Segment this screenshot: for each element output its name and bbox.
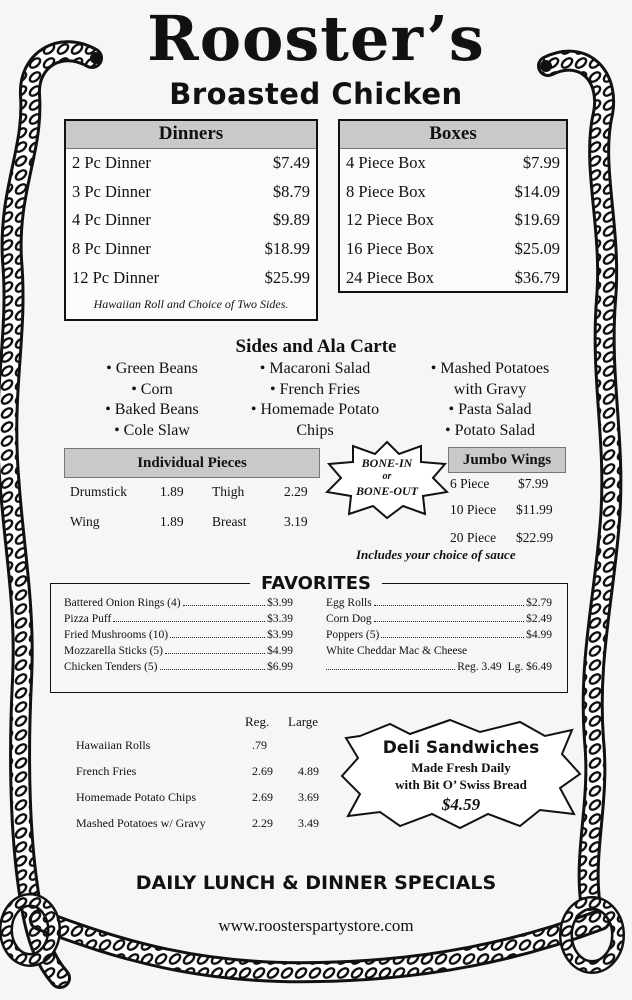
dot-leader [374, 605, 524, 606]
restaurant-subtitle: Broasted Chicken [169, 77, 463, 111]
wing-item-price: $22.99 [516, 530, 554, 545]
bone-in-text: BONE-IN [361, 456, 413, 470]
favorite-name: Poppers (5) [326, 629, 380, 641]
favorite-item [326, 645, 467, 657]
dinner-row [66, 264, 316, 293]
box-name: 8 Piece Box [346, 181, 426, 201]
side-item: • Potato Salad [444, 422, 536, 440]
deli-title: Deli Sandwiches [382, 738, 540, 758]
box-row [340, 264, 566, 293]
individual-item-price: 1.89 [160, 484, 184, 499]
favorite-price: $6.99 [267, 661, 293, 673]
side-prices-reg-header: Reg. [245, 714, 270, 729]
dot-leader [113, 621, 265, 622]
boxes-list [340, 149, 566, 293]
side-price-reg: .79 [252, 738, 267, 752]
individual-item-name: Thigh [212, 484, 245, 499]
individual-item-price: 2.29 [284, 484, 308, 499]
favorite-name: Egg Rolls [326, 597, 372, 609]
side-item: • Pasta Salad [448, 401, 532, 419]
side-price-reg: 2.29 [252, 816, 273, 830]
favorite-price: $3.99 [267, 629, 293, 641]
favorite-item [326, 597, 552, 609]
dinner-row [66, 149, 316, 178]
favorite-item [64, 613, 293, 625]
favorite-price: $2.49 [526, 613, 552, 625]
dot-leader [374, 621, 524, 622]
dinner-price: $18.99 [264, 239, 310, 259]
dot-leader [326, 669, 455, 670]
favorite-item [64, 645, 293, 657]
dinner-price: $25.99 [264, 267, 310, 287]
deli-line-1: Made Fresh Daily [411, 760, 511, 775]
side-prices-large-header: Large [288, 714, 319, 729]
dinner-row [66, 206, 316, 235]
favorite-price-reg: Reg. 3.49 [457, 661, 502, 673]
favorite-price: $2.79 [526, 597, 552, 609]
dinner-row [66, 178, 316, 207]
side-price-large: 3.49 [298, 816, 319, 830]
favorite-name: Corn Dog [326, 613, 372, 625]
side-item: • Homemade Potato [250, 401, 380, 419]
jumbo-wings-header: Jumbo Wings [448, 447, 566, 473]
box-row [340, 149, 566, 178]
dinners-note: Hawaiian Roll and Choice of Two Sides. [93, 296, 289, 311]
individual-item-price: 1.89 [160, 514, 184, 529]
side-price-name: Mashed Potatoes w/ Gravy [76, 816, 206, 830]
dinner-name: 4 Pc Dinner [72, 210, 151, 230]
side-price-name: Homemade Potato Chips [76, 790, 196, 804]
box-name: 24 Piece Box [346, 267, 434, 287]
sauce-note: Includes your choice of sauce [356, 547, 516, 562]
dinner-row [66, 235, 316, 264]
favorite-name: Battered Onion Rings (4) [64, 597, 181, 609]
side-item: • Macaroni Salad [259, 360, 371, 377]
individual-pieces-header: Individual Pieces [64, 448, 320, 478]
favorite-item [326, 613, 552, 625]
website-link[interactable]: www.roosterspartystore.com [218, 916, 414, 935]
box-price: $36.79 [514, 267, 560, 287]
side-price-large: 3.69 [298, 790, 319, 804]
favorite-name: Chicken Tenders (5) [64, 661, 158, 673]
favorite-price: $3.99 [267, 597, 293, 609]
box-price: $25.09 [514, 239, 560, 259]
sides-title: Sides and Ala Carte [235, 336, 397, 357]
favorite-name: White Cheddar Mac & Cheese [326, 645, 468, 657]
dinners-title: Dinners [66, 121, 316, 149]
side-item: with Gravy [453, 380, 527, 398]
favorite-price: $4.99 [526, 629, 552, 641]
side-item: • Baked Beans [105, 401, 199, 419]
side-item: • Cole Slaw [114, 422, 190, 440]
box-price: $19.69 [514, 210, 560, 230]
favorite-name: Pizza Puff [64, 613, 112, 625]
individual-item-name: Drumstick [70, 484, 127, 499]
sides-column-2 [232, 359, 398, 442]
favorite-item [64, 629, 293, 641]
side-price-reg: 2.69 [252, 790, 273, 804]
individual-item-name: Breast [212, 514, 247, 529]
dinner-price: $8.79 [272, 181, 310, 201]
box-price: $7.99 [522, 153, 560, 172]
favorite-price-large: Lg. $6.49 [507, 661, 552, 673]
individual-item-price: 3.19 [284, 514, 308, 529]
favorite-name: Fried Mushrooms (10) [64, 629, 169, 641]
dinner-name: 2 Pc Dinner [72, 153, 151, 172]
box-row [340, 235, 566, 264]
favorite-item [326, 629, 552, 641]
dot-leader [183, 605, 266, 606]
dot-leader [381, 637, 524, 638]
wing-item-price: $11.99 [516, 502, 553, 517]
side-item: • Corn [131, 380, 173, 398]
boxes-box [338, 119, 568, 293]
dinner-name: 12 Pc Dinner [72, 267, 160, 287]
side-price-name: French Fries [76, 764, 137, 778]
box-name: 16 Piece Box [346, 239, 434, 259]
sides-column-1 [82, 359, 222, 442]
side-item: Chips [296, 422, 334, 440]
side-price-large: 4.89 [298, 764, 319, 778]
dot-leader [160, 669, 266, 670]
deli-price: $4.59 [441, 795, 481, 814]
favorite-item [326, 661, 552, 673]
favorites-title: FAVORITES [261, 573, 371, 594]
dinners-list [66, 149, 316, 293]
dinner-name: 3 Pc Dinner [72, 181, 151, 201]
favorite-price: $4.99 [267, 645, 293, 657]
wing-item-name: 6 Piece [450, 476, 490, 491]
wing-item-name: 10 Piece [450, 502, 497, 517]
wing-item-price: $7.99 [518, 476, 549, 491]
boxes-title: Boxes [340, 121, 566, 149]
bone-out-text: BONE-OUT [356, 484, 418, 498]
side-item: • Green Beans [106, 360, 198, 377]
side-price-name: Hawaiian Rolls [76, 738, 151, 752]
side-item: • French Fries [269, 380, 361, 398]
wing-item-name: 20 Piece [450, 530, 497, 545]
dot-leader [170, 637, 265, 638]
favorite-price: $3.39 [267, 613, 293, 625]
favorite-name: Mozzarella Sticks (5) [64, 645, 163, 657]
box-name: 4 Piece Box [346, 153, 426, 172]
bone-or-text: or [382, 471, 392, 482]
box-name: 12 Piece Box [346, 210, 434, 230]
restaurant-name: Rooster’s [147, 2, 485, 75]
dinner-price: $9.89 [272, 210, 310, 230]
deli-line-2: with Bit O’ Swiss Bread [395, 777, 527, 792]
sides-column-3 [412, 359, 568, 442]
dot-leader [165, 653, 265, 654]
box-price: $14.09 [514, 181, 560, 201]
favorite-item [64, 597, 293, 609]
dinner-price: $7.49 [272, 153, 310, 172]
dinners-box [64, 119, 318, 321]
daily-specials-banner: DAILY LUNCH & DINNER SPECIALS [135, 872, 497, 894]
individual-item-name: Wing [70, 514, 100, 529]
favorite-item [64, 661, 293, 673]
side-item: • Mashed Potatoes [430, 360, 550, 377]
box-row [340, 206, 566, 235]
box-row [340, 178, 566, 207]
side-price-reg: 2.69 [252, 764, 273, 778]
dinner-name: 8 Pc Dinner [72, 239, 151, 259]
